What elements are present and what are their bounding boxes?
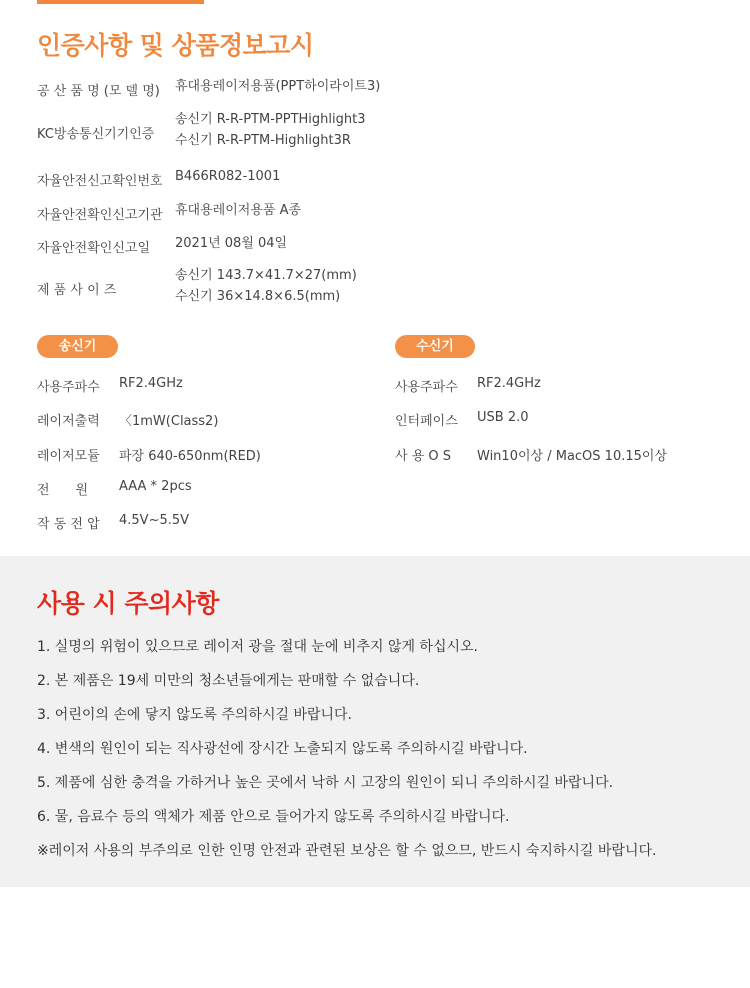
caution-item: 2. 본 제품은 19세 미만의 청소년들에게는 판매할 수 없습니다. [37,673,420,689]
transmitter-badge: 송신기 [37,335,118,358]
spec-value-line: 2021년 08월 04일 [175,236,288,251]
cert-section-title: 인증사항 및 상품정보고시 [37,31,314,60]
spec-value-line: 수신기 36×14.8×6.5(mm) [175,289,341,304]
caution-item: 5. 제품에 심한 충격을 가하거나 높은 곳에서 낙하 시 고장의 원인이 되니 주의하시길 바랍니다. [37,775,614,791]
spec-value: RF2.4GHz [119,376,183,391]
spec-value-line: B466R082-1001 [175,169,281,184]
caution-item: 6. 물, 음료수 등의 액체가 제품 안으로 들어가지 않도록 주의하시길 바랍니다. [37,809,510,825]
spec-label: 레이저모듈 [37,449,100,464]
spec-value: USB 2.0 [477,410,529,425]
caution-section [0,556,750,887]
spec-label: 제 품 사 이 즈 [37,283,117,298]
caution-note: ※레이저 사용의 부주의로 인한 인명 안전과 관련된 보상은 할 수 없으므, 반드시 숙지하시길 바랍니다. [37,843,657,859]
spec-value: 4.5V~5.5V [119,513,190,528]
receiver-badge: 수신기 [395,335,475,358]
spec-value-line: 휴대용레이저용품(PPT하이라이트3) [175,79,381,94]
spec-value-line: 수신기 R-R-PTM-Highlight3R [175,133,351,148]
spec-value [175,233,287,254]
caution-title: 사용 시 주의사항 [37,589,219,618]
spec-value: RF2.4GHz [477,376,541,391]
spec-label: 자율안전신고확인번호 [37,174,163,189]
spec-label: 자율안전확인신고기관 [37,208,163,223]
spec-label: 자율안전확인신고일 [37,241,151,256]
spec-value [175,109,365,151]
spec-label: 사 용 O S [395,449,451,464]
spec-value: Win10이상 / MacOS 10.15이상 [477,449,668,464]
spec-value [175,166,280,187]
spec-value [175,265,357,307]
caution-item: 3. 어린이의 손에 닿지 않도록 주의하시길 바랍니다. [37,707,352,723]
spec-value: 파장 640-650nm(RED) [119,449,261,464]
spec-value: AAA * 2pcs [119,479,192,494]
spec-label: 사용주파수 [395,380,458,395]
spec-value-line: 송신기 143.7×41.7×27(mm) [175,268,357,283]
caution-item: 4. 변색의 원인이 되는 직사광선에 장시간 노출되지 않도록 주의하시길 바랍니다. [37,741,528,757]
spec-label: 작 동 전 압 [37,517,100,532]
spec-value [175,76,380,97]
spec-value [175,200,301,221]
spec-label: 레이저출력 [37,414,100,429]
caution-item: 1. 실명의 위험이 있으므로 레이저 광을 절대 눈에 비추지 않게 하십시오. [37,639,478,655]
top-accent-bar [37,0,204,4]
spec-label: 인터페이스 [395,414,458,429]
spec-value-line: 휴대용레이저용품 A종 [175,203,302,218]
spec-label: 공 산 품 명 (모 델 명) [37,84,160,99]
spec-value-line: 송신기 R-R-PTM-PPTHighlight3 [175,112,366,127]
spec-label: KC방송통신기기인증 [37,127,155,142]
spec-value: 〈1mW(Class2) [119,414,219,429]
spec-label: 전 원 [37,483,89,498]
spec-label: 사용주파수 [37,380,100,395]
